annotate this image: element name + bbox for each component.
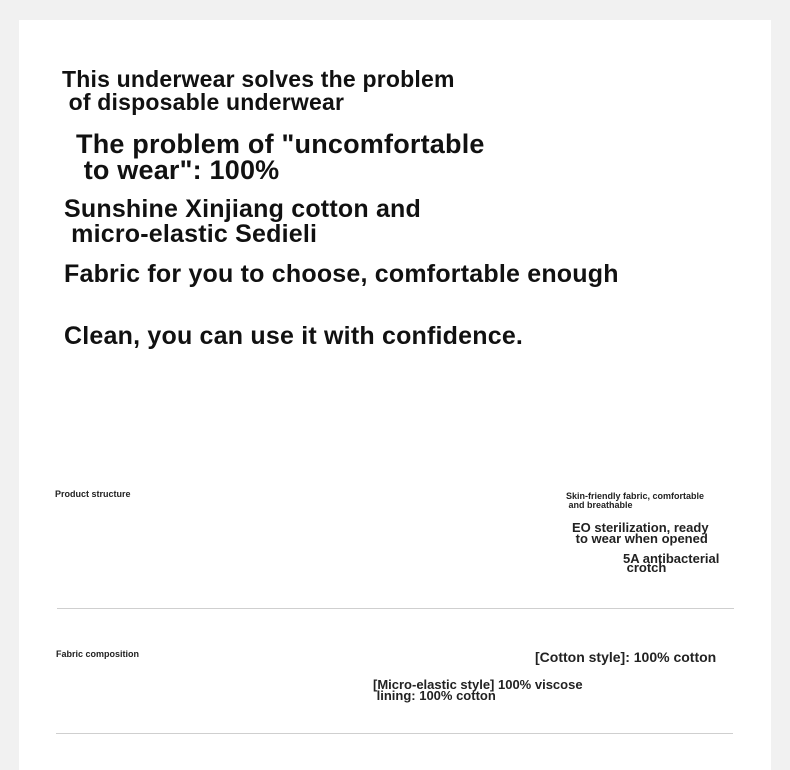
note-antibacterial-crotch: 5A antibacterial crotch — [623, 551, 720, 575]
product-structure-label: Product structure — [55, 489, 131, 499]
headline-fabric-choice: Fabric for you to choose, comfortable enough — [64, 260, 619, 288]
headline-confidence: Clean, you can use it with confidence. — [64, 322, 524, 350]
headline-cotton-materials: Sunshine Xinjiang cotton and micro-elastic Sedieli — [64, 195, 421, 248]
headline-disposable-problem: This underwear solves the problem of disposable underwear — [62, 66, 455, 115]
micro-elastic-style-composition: [Micro-elastic style] 100% viscose lining: 100% cotton — [373, 677, 583, 703]
cotton-style-composition: [Cotton style]: 100% cotton — [535, 649, 717, 665]
fabric-composition-label: Fabric composition — [56, 649, 140, 659]
section-divider-fabric — [56, 733, 733, 734]
section-divider-structure — [57, 608, 734, 609]
note-eo-sterilization: EO sterilization, ready to wear when opened — [572, 520, 709, 546]
headline-uncomfortable-problem: The problem of "uncomfortable to wear": 100% — [76, 129, 485, 185]
product-detail-card — [19, 20, 771, 770]
note-skin-friendly: Skin-friendly fabric, comfortable and breathable — [566, 491, 705, 510]
